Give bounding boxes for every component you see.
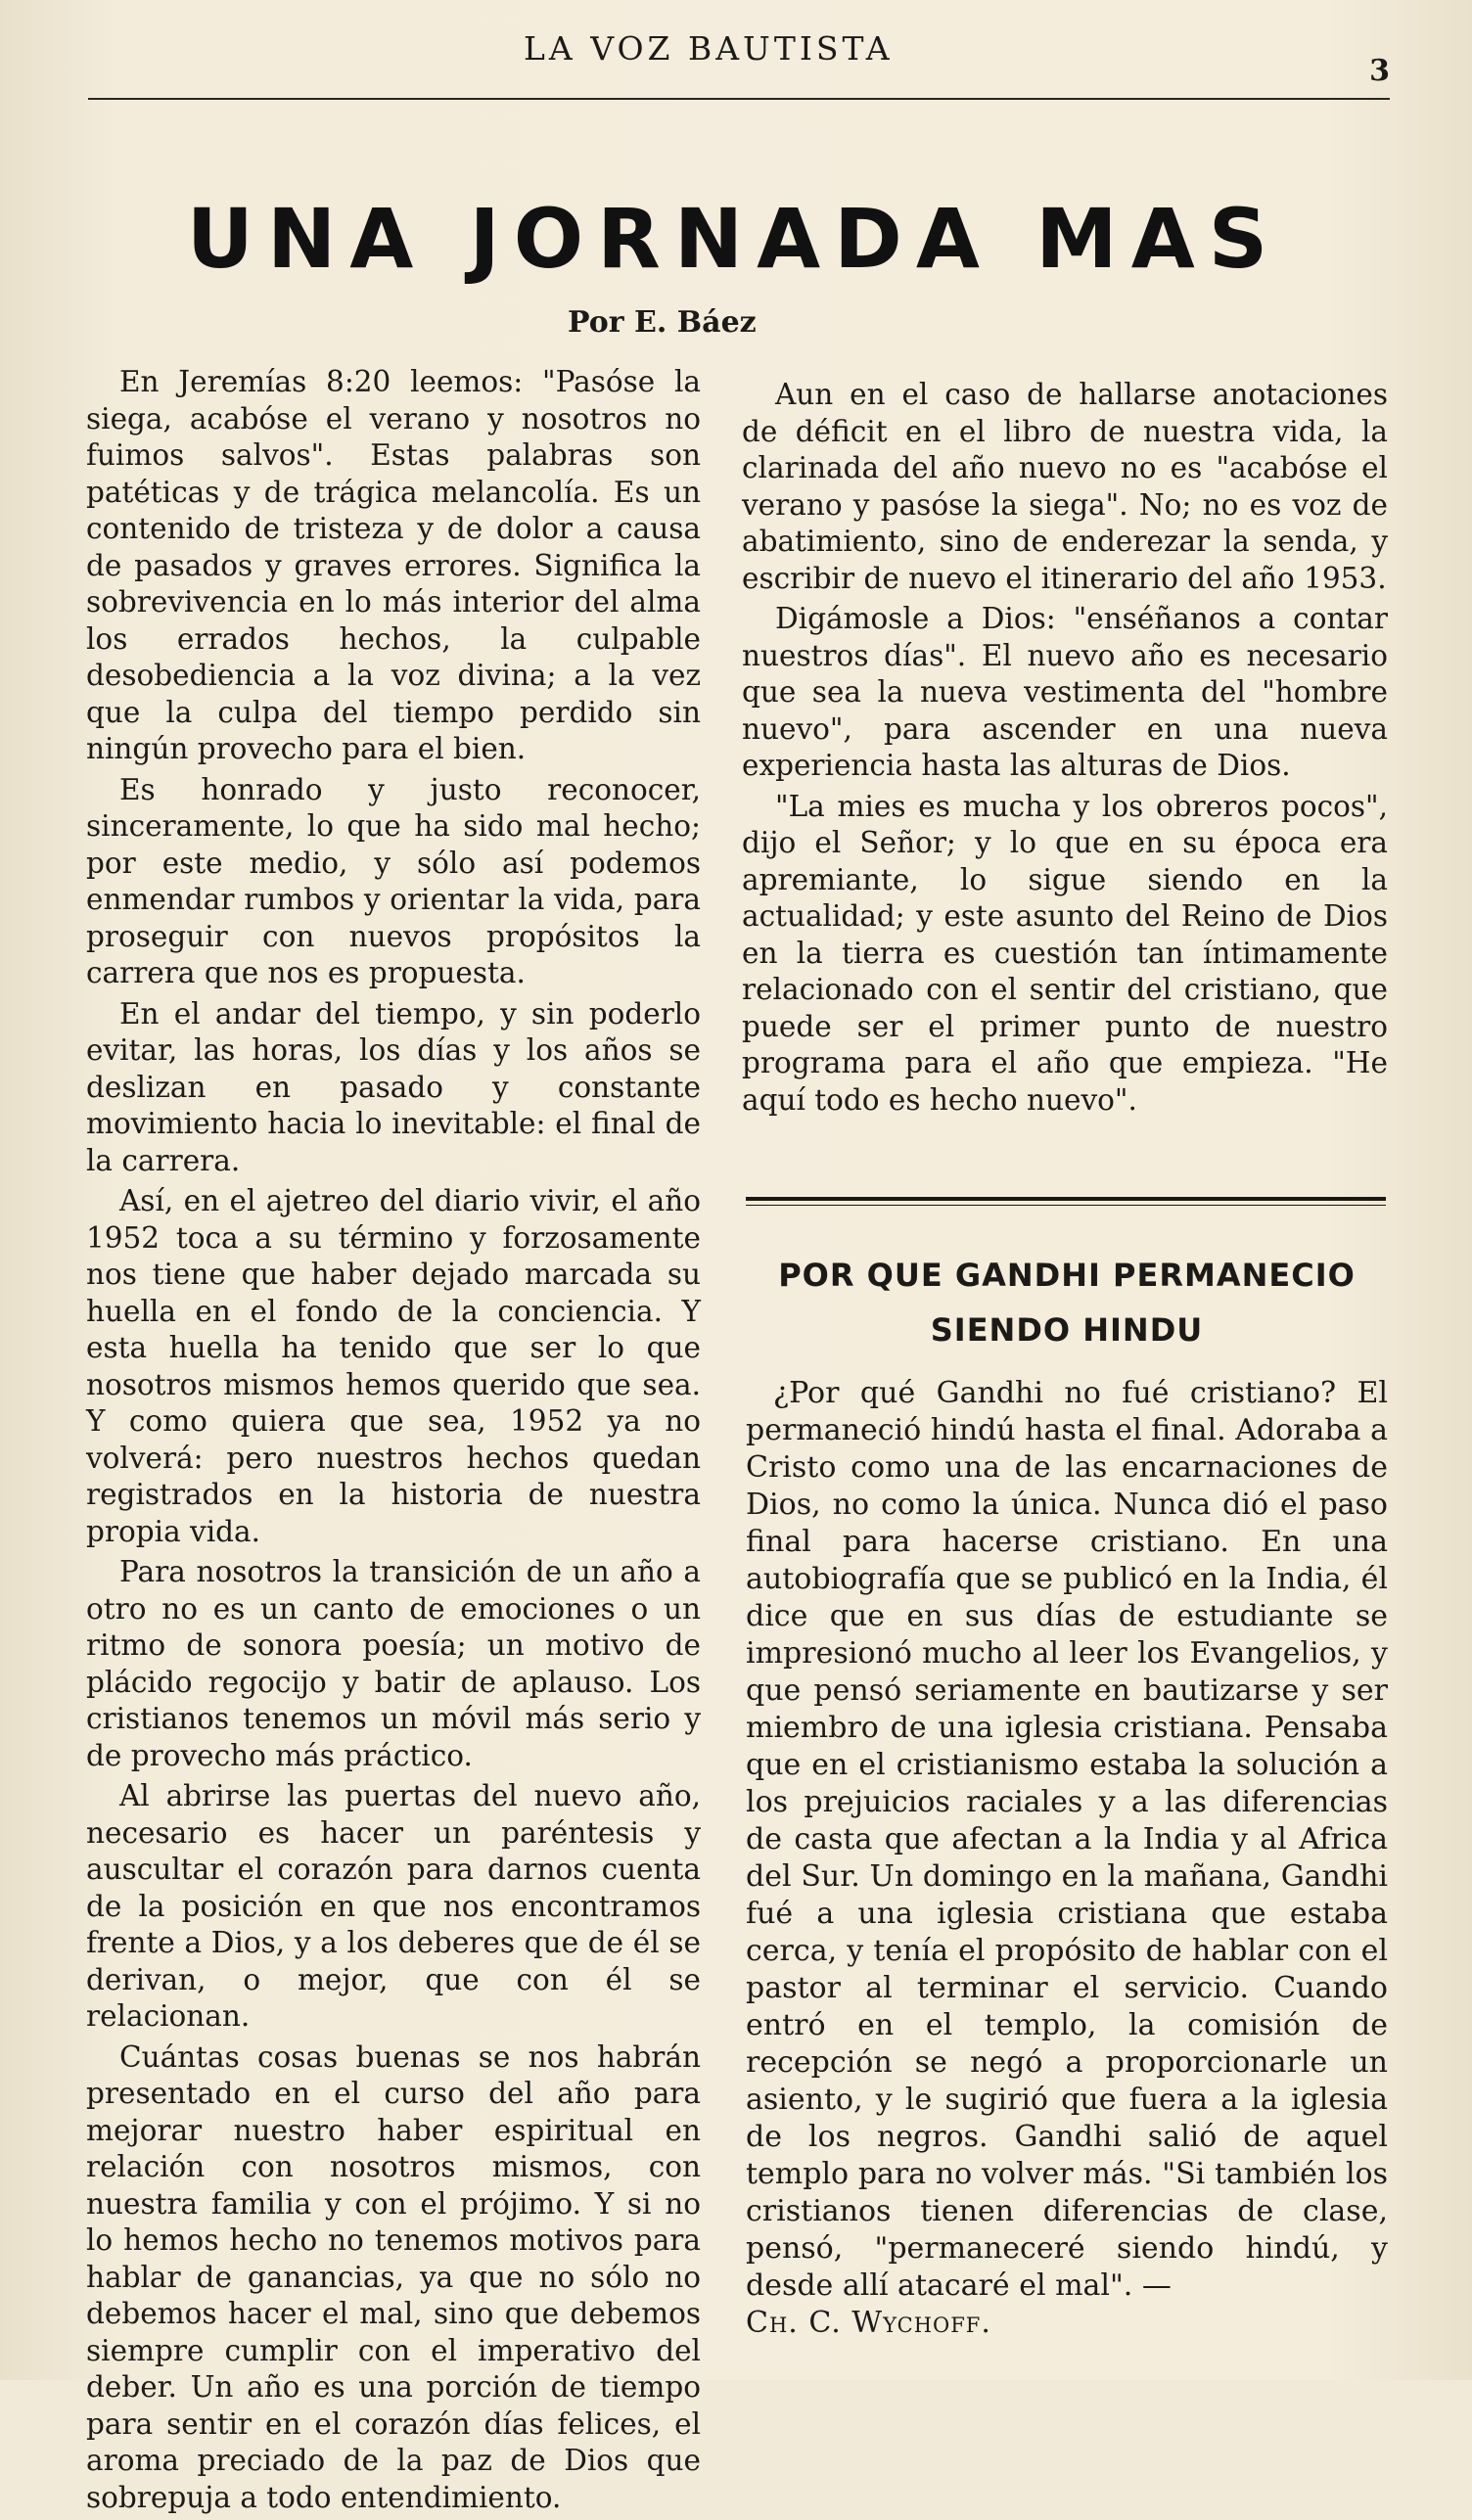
- article-byline: Por E. Báez: [568, 305, 757, 340]
- header-rule: [88, 98, 1390, 100]
- paragraph: Digámosle a Dios: "enséñanos a contar nuestros días". El nuevo año es necesario que sea la nueva vestimenta del "hombre nuevo", para ascender en una nueva experiencia hasta las alturas de Dios.: [742, 602, 1388, 782]
- page-header: [88, 29, 1390, 108]
- paragraph: Es honrado y justo reconocer, sinceramente, lo que ha sido mal hecho; por este medio, y sólo así podemos enmendar rumbos y orientar la vida, para proseguir con nuevos propósitos la carrera que nos es propuesta.: [86, 772, 701, 989]
- second-article-signature: Ch. C. Wychoff.: [746, 2306, 991, 2340]
- paragraph: Aun en el caso de hallarse anotaciones de déficit en el libro de nuestra vida, la clarinada del año nuevo no es "acabóse el verano y pasóse la siega". No; no es voz de abatimiento, sino de enderezar la senda, y escribir de nuevo el itinerario del año 1953.: [742, 378, 1388, 595]
- page-number: 3: [1369, 54, 1390, 88]
- paragraph: Así, en el ajetreo del diario vivir, el año 1952 toca a su término y forzosamente nos tiene que haber dejado marcada su huella en el fondo de la conciencia. Y esta huella ha tenido que ser lo que nosotros mismos hemos querido que sea. Y como quiera que sea, 1952 ya no volverá: pero nuestros hechos quedan registrados en la historia de nuestra propia vida.: [86, 1184, 701, 1548]
- right-column-top: [742, 377, 1388, 1123]
- paragraph: En Jeremías 8:20 leemos: "Pasóse la siega, acabóse el verano y nosotros no fuimos salvos". Estas palabras son patéticas y de trágica melancolía. Es un contenido de tristeza y de dolor a causa de pasados y graves errores. Significa la sobrevivencia en lo más interior del alma los errados hechos, la culpable desobediencia a la voz divina; a la vez que la culpa del tiempo perdido sin ningún provecho para el bien.: [86, 365, 701, 765]
- paragraph: "La mies es mucha y los obreros pocos", dijo el Señor; y lo que en su época era apremiante, lo sigue siendo en la actualidad; y este asunto del Reino de Dios en la tierra es cuestión tan íntimamente relacionado con el sentir del cristiano, que puede ser el primer punto de nuestro programa para el año que empieza. "He aquí todo es hecho nuevo".: [742, 789, 1388, 1117]
- article-title: UNA JORNADA MAS: [186, 191, 1282, 287]
- left-column: [86, 364, 701, 2520]
- second-article-title: [746, 1248, 1388, 1357]
- paragraph: Para nosotros la transición de un año a otro no es un canto de emociones o un ritmo de sonora poesía; un motivo de plácido regocijo y batir de aplauso. Los cristianos tenemos un móvil más serio y de provecho más práctico.: [86, 1555, 701, 1772]
- paragraph: Cuántas cosas buenas se nos habrán presentado en el curso del año para mejorar nuestro haber espiritual en relación con nosotros mismos, con nuestra familia y con el prójimo. Y si no lo hemos hecho no tenemos motivos para hablar de ganancias, ya que no sólo no debemos hacer el mal, sino que debemos siempre cumplir con el imperativo del deber. Un año es una porción de tiempo para sentir en el corazón días felices, el aroma preciado de la paz de Dios que sobrepuja a todo entendimiento.: [86, 2039, 701, 2514]
- paragraph: ¿Por qué Gandhi no fué cristiano? El permaneció hindú hasta el final. Adoraba a Cristo como una de las encarnaciones de Dios, no como la única. Nunca dió el paso final para hacerse cristiano. En una autobiografía que se publicó en la India, él dice que en sus días de estudiante se impresionó mucho al leer los Evangelios, y que pensó seriamente en bautizarse y ser miembro de una iglesia cristiana. Pensaba que en el cristianismo estaba la solución a los prejuicios raciales y a las diferencias de casta que afectan a la India y al Africa del Sur. Un domingo en la mañana, Gandhi fué a una iglesia cristiana que estaba cerca, y tenía el propósito de hablar con el pastor al terminar el servicio. Cuando entró en el templo, la comisión de recepción se negó a proporcionarle un asiento, y le sugirió que fuera a la iglesia de los negros. Gandhi salió de aquel templo para no volver más. "Si también los cristianos tienen diferencias de clase, pensó, "permaneceré siendo hindú, y desde allí atacaré el mal". —: [746, 1376, 1388, 2303]
- paragraph: Al abrirse las puertas del nuevo año, necesario es hacer un paréntesis y auscultar el corazón para darnos cuenta de la posición en que nos encontramos frente a Dios, y a los deberes que de él se derivan, o mejor, que con él se relacionan.: [86, 1779, 701, 2033]
- section-divider: [746, 1197, 1386, 1206]
- running-title: LA VOZ BAUTISTA: [524, 29, 894, 68]
- second-article-title-line1: POR QUE GANDHI PERMANECIO: [778, 1257, 1356, 1294]
- second-article-body: [746, 1375, 1388, 2342]
- paragraph: En el andar del tiempo, y sin poderlo evitar, las horas, los días y los años se deslizan en pasado y constante movimiento hacia lo inevitable: el final de la carrera.: [86, 996, 701, 1177]
- second-article-title-line2: SIENDO HINDU: [930, 1311, 1204, 1349]
